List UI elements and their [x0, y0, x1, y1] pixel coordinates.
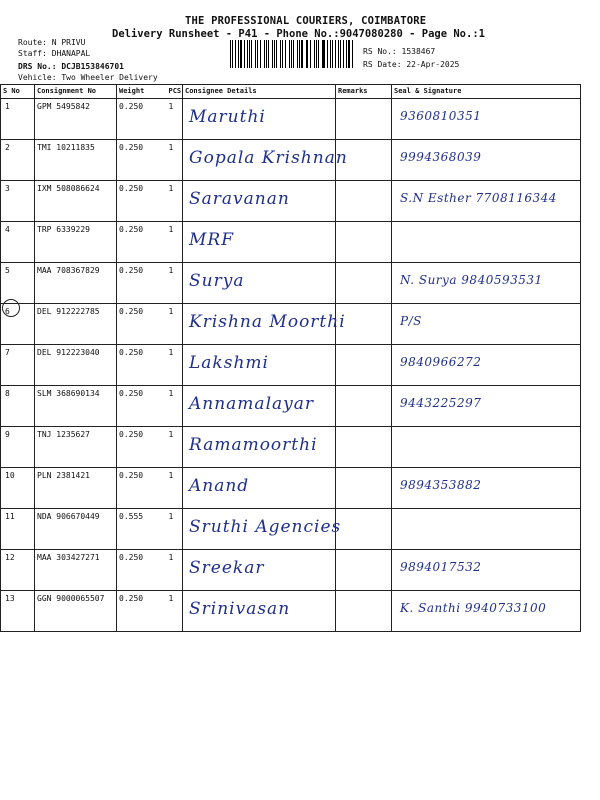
row-consignee — [183, 345, 336, 386]
row-pcs: 1 — [167, 181, 183, 222]
barcode-bar — [291, 40, 292, 68]
row-weight: 0.250 — [117, 140, 167, 181]
barcode-bar — [323, 40, 325, 68]
row-pcs: 1 — [167, 263, 183, 304]
row-remarks — [336, 181, 392, 222]
row-consignment-no: MAA 303427271 — [35, 550, 117, 591]
barcode-bar — [330, 40, 331, 68]
barcode-bar — [307, 40, 308, 68]
row-remarks — [336, 345, 392, 386]
row-seal-signature — [392, 99, 581, 140]
barcode-bar — [249, 40, 250, 68]
barcode-bar — [268, 40, 269, 68]
staff-label: Staff: DHANAPAL — [18, 49, 91, 58]
row-weight: 0.250 — [117, 222, 167, 263]
row-seal-signature — [392, 263, 581, 304]
barcode-bar — [318, 40, 319, 68]
row-pcs: 1 — [167, 427, 183, 468]
barcode-bar — [348, 40, 350, 68]
company-name: THE PROFESSIONAL COURIERS, COIMBATORE — [185, 15, 427, 27]
barcode-bar — [346, 40, 347, 68]
consignee-handwriting: Annamalayar — [189, 394, 315, 414]
route-label: Route: N PRIVU — [18, 38, 86, 47]
signature-handwriting: 9894353882 — [400, 478, 482, 492]
consignee-handwriting: Srinivasan — [189, 599, 291, 619]
barcode-bar — [260, 40, 262, 68]
runsheet-table — [0, 84, 581, 632]
consignee-handwriting: Krishna Moorthi — [189, 312, 346, 332]
row-sno: 2 — [1, 140, 35, 181]
row-pcs: 1 — [167, 222, 183, 263]
header-pcs: PCS — [167, 85, 183, 99]
row-consignee — [183, 591, 336, 632]
row-sno: 3 — [1, 181, 35, 222]
barcode-bar — [327, 40, 328, 68]
row-consignment-no: SLM 368690134 — [35, 386, 117, 427]
row-seal-signature — [392, 222, 581, 263]
barcode-bar — [306, 40, 307, 68]
row-consignment-no: NDA 906670449 — [35, 509, 117, 550]
row-weight: 0.250 — [117, 386, 167, 427]
barcode-bar — [251, 40, 252, 68]
row-sno: 7 — [1, 345, 35, 386]
signature-handwriting: 9994368039 — [400, 150, 482, 164]
row-seal-signature — [392, 304, 581, 345]
row-remarks — [336, 386, 392, 427]
row-consignment-no: TRP 6339229 — [35, 222, 117, 263]
barcode-bar — [264, 40, 265, 68]
consignee-handwriting: Sruthi Agencies — [189, 517, 342, 537]
row-weight: 0.250 — [117, 591, 167, 632]
barcode-bar — [301, 40, 303, 68]
row-pcs: 1 — [167, 386, 183, 427]
row-consignee — [183, 99, 336, 140]
row-consignee — [183, 386, 336, 427]
signature-handwriting: 9840966272 — [400, 355, 482, 369]
row-consignee — [183, 427, 336, 468]
barcode-bar — [257, 40, 258, 68]
drs-number: DRS No.: DCJB153846701 — [18, 62, 124, 71]
row-remarks — [336, 591, 392, 632]
row-weight: 0.555 — [117, 509, 167, 550]
rs-date: RS Date: 22-Apr-2025 — [363, 60, 460, 69]
row-weight: 0.250 — [117, 99, 167, 140]
row-seal-signature — [392, 509, 581, 550]
row-remarks — [336, 99, 392, 140]
row-pcs: 1 — [167, 591, 183, 632]
barcode-bar — [230, 40, 231, 68]
barcode-bar — [282, 40, 284, 68]
row-sno: 11 — [1, 509, 35, 550]
barcode-bar — [314, 40, 315, 68]
table-row — [1, 509, 581, 550]
barcode-bar — [272, 40, 273, 68]
row-consignee — [183, 181, 336, 222]
barcode-bar — [244, 40, 245, 68]
header-seal: Seal & Signature — [392, 85, 581, 99]
barcode-bar — [332, 40, 333, 68]
row-consignment-no: TNJ 1235627 — [35, 427, 117, 468]
row-remarks — [336, 468, 392, 509]
row-consignee — [183, 550, 336, 591]
signature-handwriting: 9360810351 — [400, 109, 482, 123]
row-consignment-no: DEL 912223040 — [35, 345, 117, 386]
barcode-bar — [280, 40, 281, 68]
row-consignment-no: MAA 708367829 — [35, 263, 117, 304]
row-consignee — [183, 468, 336, 509]
row-consignment-no: GPM 5495842 — [35, 99, 117, 140]
signature-handwriting: S.N Esther 7708116344 — [400, 191, 557, 205]
row-remarks — [336, 263, 392, 304]
row-seal-signature — [392, 468, 581, 509]
runsheet-title: Delivery Runsheet - P41 - Phone No.:9047080280 - Page No.:1 — [112, 28, 485, 40]
table-header-row — [1, 85, 581, 99]
row-sno: 9 — [1, 427, 35, 468]
header-remarks: Remarks — [336, 85, 392, 99]
row-sno: 4 — [1, 222, 35, 263]
barcode-bar — [247, 40, 248, 68]
row-seal-signature — [392, 591, 581, 632]
row-remarks — [336, 304, 392, 345]
consignee-handwriting: Gopala Krishnan — [189, 148, 348, 168]
barcode-bar — [343, 40, 344, 68]
row-pcs: 1 — [167, 140, 183, 181]
barcode-bar — [338, 40, 339, 68]
row-consignee — [183, 304, 346, 345]
barcode-bar — [335, 40, 336, 68]
row-weight: 0.250 — [117, 427, 167, 468]
row-seal-signature — [392, 345, 581, 386]
signature-handwriting: 9443225297 — [400, 396, 482, 410]
row-sno: 12 — [1, 550, 35, 591]
row-sno: 10 — [1, 468, 35, 509]
table-row — [1, 140, 581, 181]
table-row — [1, 550, 581, 591]
row-consignee — [183, 222, 336, 263]
table-row — [1, 263, 581, 304]
barcode-bar — [310, 40, 311, 68]
row-seal-signature — [392, 427, 581, 468]
barcode-bar — [266, 40, 267, 68]
row-sno: 6 — [1, 304, 35, 345]
consignee-handwriting: Anand — [189, 476, 250, 496]
vehicle-label: Vehicle: Two Wheeler Delivery — [18, 73, 158, 82]
row-consignment-no: GGN 9000065507 — [35, 591, 117, 632]
signature-handwriting: 9894017532 — [400, 560, 482, 574]
row-remarks — [336, 222, 392, 263]
barcode-bar — [316, 40, 317, 68]
row-pcs: 1 — [167, 304, 183, 345]
row-remarks — [336, 550, 392, 591]
table-row — [1, 99, 581, 140]
table-row — [1, 181, 581, 222]
row-sno: 13 — [1, 591, 35, 632]
barcode-bar — [232, 40, 233, 68]
row-seal-signature — [392, 550, 581, 591]
rs-number: RS No.: 1538467 — [363, 47, 436, 56]
row-pcs: 1 — [167, 345, 183, 386]
barcode-bar — [240, 40, 242, 68]
barcode-bar — [352, 40, 353, 68]
row-weight: 0.250 — [117, 550, 167, 591]
table-row — [1, 222, 581, 263]
header-consignee: Consignee Details — [183, 85, 336, 99]
row-consignee — [183, 140, 348, 181]
barcode-bar — [299, 40, 300, 68]
signature-handwriting: P/S — [400, 314, 422, 328]
table-row — [1, 386, 581, 427]
row-weight: 0.250 — [117, 468, 167, 509]
consignee-handwriting: MRF — [189, 230, 235, 250]
table-row — [1, 345, 581, 386]
row-remarks — [336, 427, 392, 468]
row-6-circle-mark — [2, 299, 20, 317]
barcode-bar — [322, 40, 323, 68]
barcode-bar — [289, 40, 290, 68]
row-pcs: 1 — [167, 99, 183, 140]
table-row — [1, 304, 581, 345]
row-seal-signature — [392, 140, 581, 181]
row-sno: 8 — [1, 386, 35, 427]
table-row — [1, 591, 581, 632]
row-weight: 0.250 — [117, 345, 167, 386]
row-pcs: 1 — [167, 468, 183, 509]
table-row — [1, 468, 581, 509]
barcode-bar — [235, 40, 236, 68]
barcode-bar — [340, 40, 341, 68]
row-remarks — [336, 140, 392, 181]
header-consignment: Consignment No — [35, 85, 117, 99]
header-sno: S No — [1, 85, 35, 99]
row-consignment-no: TMI 10211835 — [35, 140, 117, 181]
row-weight: 0.250 — [117, 181, 167, 222]
barcode-image — [230, 40, 355, 68]
barcode-bar — [255, 40, 256, 68]
barcode-bar — [285, 40, 286, 68]
header-weight: Weight — [117, 85, 167, 99]
row-seal-signature — [392, 181, 581, 222]
row-pcs: 1 — [167, 550, 183, 591]
row-sno: 1 — [1, 99, 35, 140]
consignee-handwriting: Lakshmi — [189, 353, 269, 373]
barcode-bar — [274, 40, 275, 68]
signature-handwriting: N. Surya 9840593531 — [400, 273, 543, 287]
consignee-handwriting: Sreekar — [189, 558, 265, 578]
barcode-bar — [297, 40, 298, 68]
barcode-bar — [293, 40, 294, 68]
consignee-handwriting: Saravanan — [189, 189, 290, 209]
consignee-handwriting: Maruthi — [189, 107, 266, 127]
row-consignment-no: IXM 508086624 — [35, 181, 117, 222]
row-weight: 0.250 — [117, 263, 167, 304]
table-row — [1, 427, 581, 468]
consignee-handwriting: Surya — [189, 271, 245, 291]
row-consignment-no: DEL 912222785 — [35, 304, 117, 345]
row-remarks — [336, 509, 392, 550]
barcode-bar — [276, 40, 277, 68]
row-consignee — [183, 509, 342, 550]
row-sno: 5 — [1, 263, 35, 304]
row-pcs: 1 — [167, 509, 183, 550]
signature-handwriting: K. Santhi 9940733100 — [400, 601, 547, 615]
row-weight: 0.250 — [117, 304, 167, 345]
barcode-bar — [238, 40, 239, 68]
row-seal-signature — [392, 386, 581, 427]
row-consignment-no: PLN 2381421 — [35, 468, 117, 509]
consignee-handwriting: Ramamoorthi — [189, 435, 318, 455]
row-consignee — [183, 263, 336, 304]
